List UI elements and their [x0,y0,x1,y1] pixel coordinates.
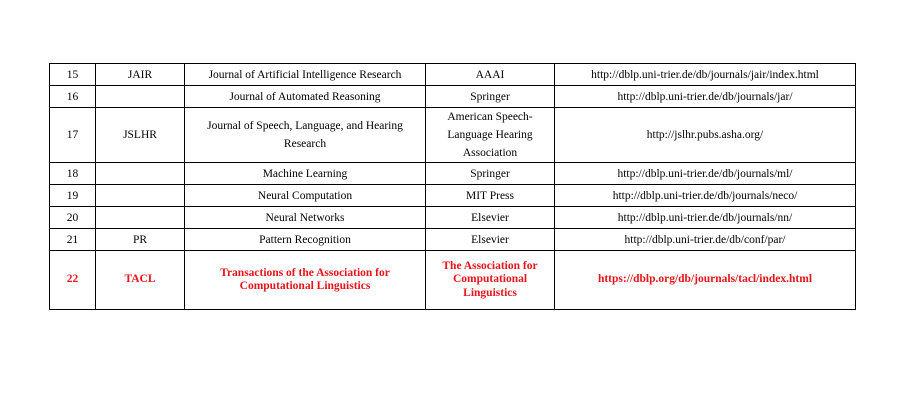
journal-name: Journal of Automated Reasoning [185,86,426,108]
row-number: 20 [50,207,96,229]
journal-abbreviation: JAIR [96,64,185,86]
table-row [50,163,856,185]
journal-publisher: The Association for Computational Linguistics [426,251,555,310]
journal-url[interactable]: http://dblp.uni-trier.de/db/journals/jair/index.html [555,64,856,86]
journal-url[interactable]: http://dblp.uni-trier.de/db/journals/jar/ [555,86,856,108]
table-row [50,207,856,229]
journal-url[interactable]: http://dblp.uni-trier.de/db/journals/nn/ [555,207,856,229]
journal-abbreviation: TACL [96,251,185,310]
journal-url[interactable]: https://dblp.org/db/journals/tacl/index.html [555,251,856,310]
journal-name: Neural Networks [185,207,426,229]
row-number: 22 [50,251,96,310]
journal-abbreviation: JSLHR [96,108,185,163]
table-row [50,86,856,108]
row-number: 15 [50,64,96,86]
table-row [50,64,856,86]
journal-publisher: MIT Press [426,185,555,207]
journal-publisher: Elsevier [426,229,555,251]
journal-abbreviation: PR [96,229,185,251]
row-number: 21 [50,229,96,251]
journal-name: Pattern Recognition [185,229,426,251]
journal-publisher: Springer [426,86,555,108]
journal-publisher: Springer [426,163,555,185]
journal-name: Journal of Speech, Language, and Hearing Research [185,108,426,163]
journal-abbreviation [96,207,185,229]
journal-abbreviation [96,86,185,108]
journal-publisher: American Speech-Language Hearing Association [426,108,555,163]
table-row [50,229,856,251]
table-row [50,108,856,163]
journal-url[interactable]: http://dblp.uni-trier.de/db/conf/par/ [555,229,856,251]
journal-name: Neural Computation [185,185,426,207]
journal-name: Journal of Artificial Intelligence Research [185,64,426,86]
journal-abbreviation [96,163,185,185]
journal-url[interactable]: http://jslhr.pubs.asha.org/ [555,108,856,163]
journal-name: Transactions of the Association for Computational Linguistics [185,251,426,310]
row-number: 19 [50,185,96,207]
row-number: 18 [50,163,96,185]
journal-abbreviation [96,185,185,207]
table-row-highlighted [50,251,856,310]
journal-publisher: AAAI [426,64,555,86]
journal-url[interactable]: http://dblp.uni-trier.de/db/journals/neco/ [555,185,856,207]
journal-publisher: Elsevier [426,207,555,229]
row-number: 16 [50,86,96,108]
journal-name: Machine Learning [185,163,426,185]
row-number: 17 [50,108,96,163]
journal-table [49,63,856,310]
table-row [50,185,856,207]
journal-url[interactable]: http://dblp.uni-trier.de/db/journals/ml/ [555,163,856,185]
